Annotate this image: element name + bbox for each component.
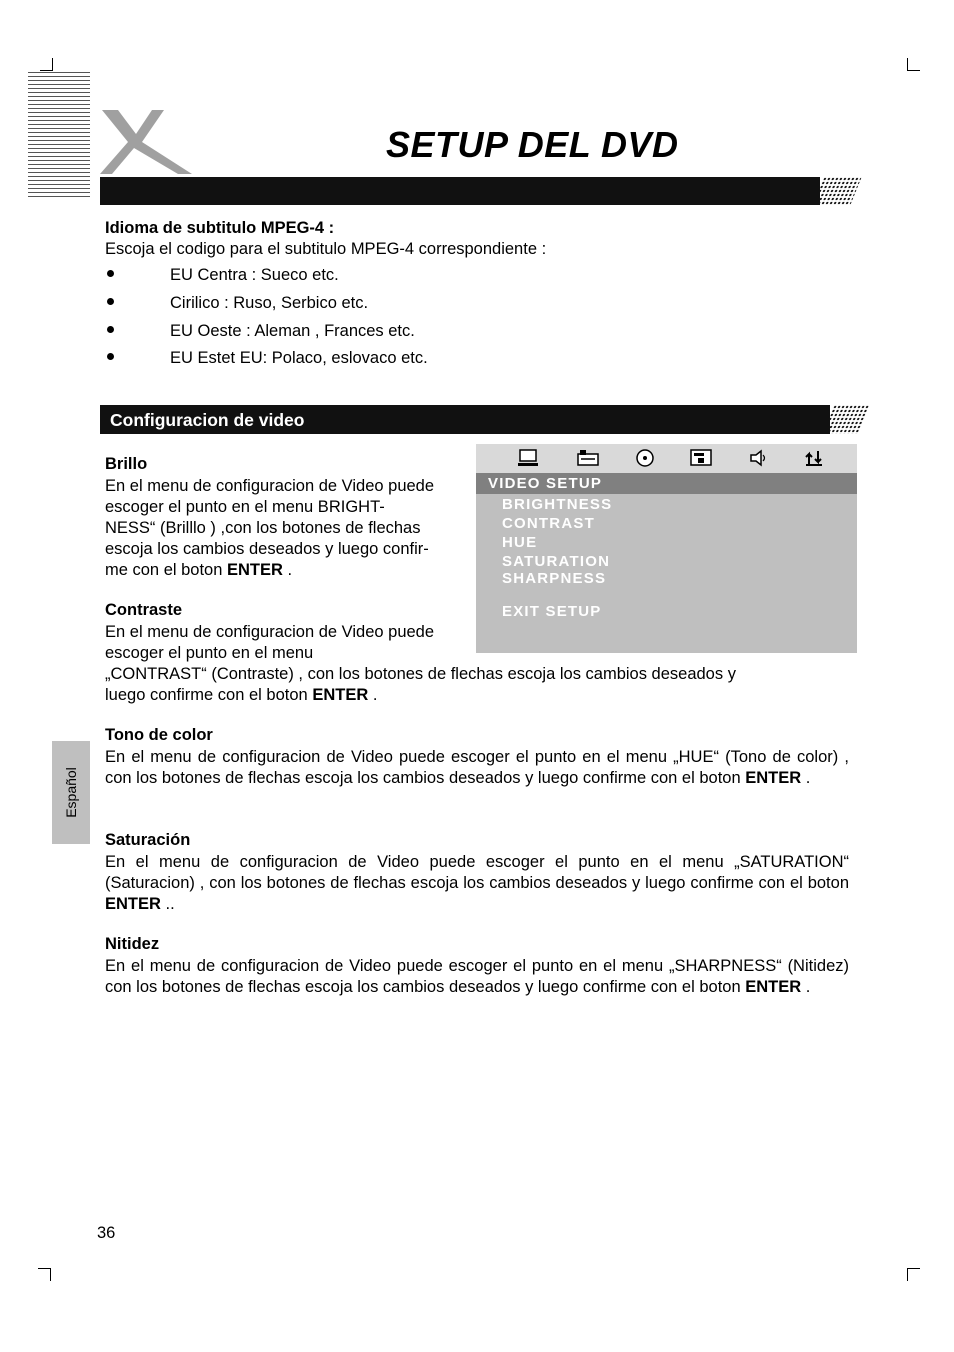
- contraste-heading: Contraste: [105, 601, 183, 619]
- title-bar: [100, 177, 820, 205]
- preferences-icon: [802, 448, 826, 468]
- tono-heading: Tono de color: [105, 726, 213, 744]
- page-number: 36: [97, 1224, 116, 1242]
- bullet-dot: [107, 270, 114, 277]
- nitidez-paragraph: [105, 956, 849, 998]
- page-title: SETUP DEL DVD: [386, 124, 679, 165]
- saturacion-heading: Saturación: [105, 831, 191, 849]
- nitidez-text: En el menu de configuracion de Video puede escoger el punto en el menu „SHARPNESS“ (Nitidez) con los botones de flechas escoja los cambios deseados y luego confirme con el boton: [105, 957, 849, 996]
- subtitle-intro: Escoja el codigo para el subtitulo MPEG-4 correspondiente :: [105, 240, 547, 258]
- crop-mark-bottom-right: [907, 1268, 920, 1281]
- brillo-heading: Brillo: [105, 455, 148, 473]
- brillo-last-suffix: .: [282, 561, 293, 579]
- osd-header-label: VIDEO SETUP: [488, 475, 603, 492]
- osd-item-saturation[interactable]: SATURATION: [502, 553, 611, 570]
- disc-icon: [633, 448, 657, 468]
- brand-logo-icon: [96, 104, 196, 176]
- bullet-dot: [107, 298, 114, 305]
- enter-key-label: ENTER: [105, 895, 161, 913]
- brillo-line: NESS“ (Brilllo ) ,con los botones de flechas: [105, 519, 421, 537]
- brillo-last-line: [105, 560, 292, 581]
- enter-key-label: ENTER: [227, 561, 283, 579]
- video-icon: [689, 448, 713, 468]
- bullet-item: EU Centra : Sueco etc.: [170, 266, 339, 284]
- osd-item-sharpness[interactable]: SHARPNESS: [502, 570, 607, 587]
- saturacion-text: En el menu de configuracion de Video puede escoger el punto en el menu „SATURATION“ (Saturacion) , con los botones de flechas escoja los cambios deseados y luego confirme con el boton: [105, 853, 849, 892]
- speaker-icon: [747, 448, 771, 468]
- crop-mark-bottom-left: [38, 1268, 51, 1281]
- subtitle-heading: Idioma de subtitulo MPEG-4 :: [105, 219, 335, 237]
- contraste-line: escoger el punto en el menu: [105, 644, 314, 662]
- contraste-last-suffix: .: [368, 686, 378, 704]
- contraste-line: „CONTRAST“ (Contraste) , con los botones de flechas escoja los cambios deseados y: [105, 665, 736, 683]
- osd-item-brightness[interactable]: BRIGHTNESS: [502, 496, 613, 513]
- saturacion-suffix: ..: [160, 895, 175, 913]
- bullet-item: EU Oeste : Aleman , Frances etc.: [170, 322, 415, 340]
- brillo-line: En el menu de configuracion de Video puede: [105, 477, 435, 495]
- nitidez-suffix: .: [801, 978, 811, 996]
- monitor-icon: [516, 448, 540, 468]
- bullet-dot: [107, 353, 114, 360]
- osd-item-exit-setup[interactable]: EXIT SETUP: [502, 603, 602, 620]
- enter-key-label: ENTER: [312, 686, 369, 704]
- osd-menu: [476, 444, 857, 653]
- contraste-last-line: [105, 685, 377, 706]
- bullet-item: Cirilico : Ruso, Serbico etc.: [170, 294, 369, 312]
- osd-icon-bar: [476, 444, 857, 473]
- bullet-dot: [107, 326, 114, 333]
- crop-mark-top-right: [907, 58, 920, 71]
- brillo-line: escoja los cambios deseados y luego confir-: [105, 540, 429, 558]
- enter-key-label: ENTER: [745, 978, 802, 996]
- header-stripes: [28, 72, 90, 200]
- osd-header: [476, 473, 857, 494]
- brillo-line: escoger el punto en el menu BRIGHT-: [105, 498, 385, 516]
- section-title: Configuracion de video: [110, 410, 305, 430]
- saturacion-paragraph: [105, 852, 849, 915]
- language-side-tab: [52, 741, 90, 844]
- nitidez-heading: Nitidez: [105, 935, 160, 953]
- contraste-last-text: luego confirme con el boton: [105, 686, 313, 704]
- osd-item-contrast[interactable]: CONTRAST: [502, 515, 595, 532]
- crop-mark-top-left: [40, 58, 53, 71]
- tono-text: En el menu de configuracion de Video puede escoger el punto en el menu „HUE“ (Tono de color) , con los botones de flechas escoja los cambios deseados y luego confirme con el boton: [105, 748, 849, 787]
- tono-suffix: .: [801, 769, 811, 787]
- image-settings-icon: [576, 448, 600, 468]
- contraste-line: En el menu de configuracion de Video puede: [105, 623, 435, 641]
- tono-paragraph: [105, 747, 849, 789]
- brillo-last-text: me con el boton: [105, 561, 227, 579]
- osd-item-hue[interactable]: HUE: [502, 534, 538, 551]
- side-tab-label: Español: [63, 767, 79, 818]
- enter-key-label: ENTER: [745, 769, 802, 787]
- bullet-item: EU Estet EU: Polaco, eslovaco etc.: [170, 349, 428, 367]
